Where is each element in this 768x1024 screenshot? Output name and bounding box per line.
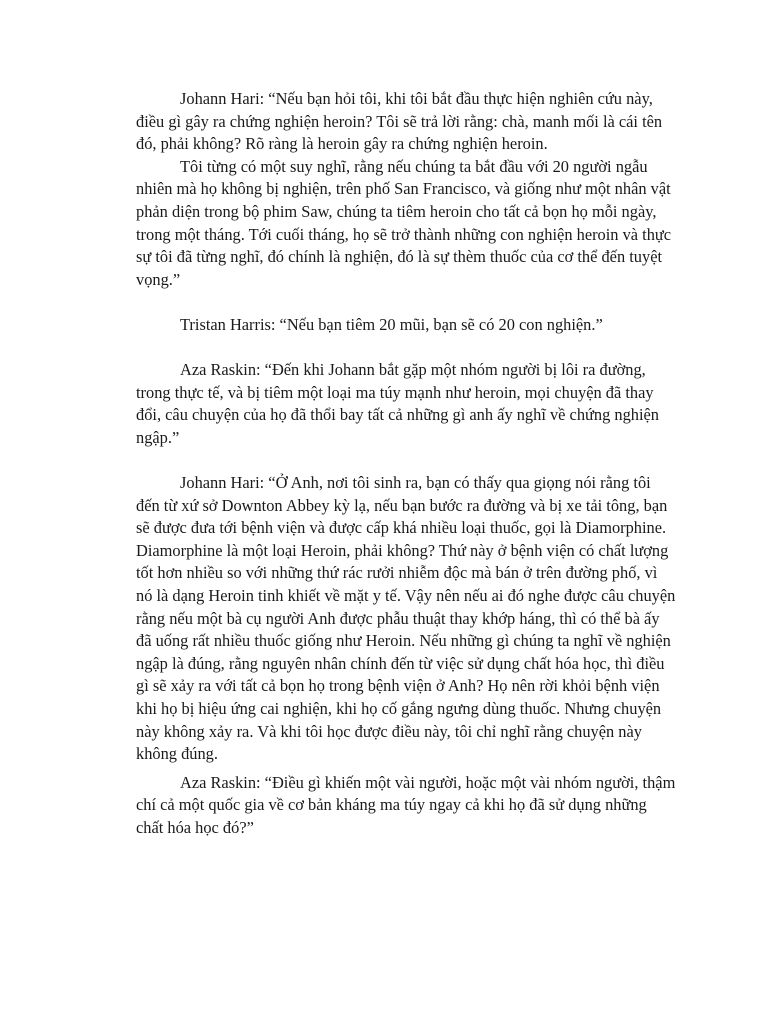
paragraph-johann-hari-3: Johann Hari: “Ở Anh, nơi tôi sinh ra, bạn có thấy qua giọng nói rằng tôi đến từ xứ sở Downton Abbey kỳ lạ, nếu bạn bước ra đường và bị xe tải tông, bạn sẽ được đưa tới bệnh viện và được cấp khá nhiều loại thuốc, gọi là Diamorphine. Diamorphine là một loại Heroin, phải không? Thứ này ở bệnh viện có chất lượng tốt hơn nhiều so với những thứ rác rưởi nhiễm độc mà bán ở trên đường phố, vì nó là dạng Heroin tinh khiết về mặt y tế. Vậy nên nếu ai đó nghe được câu chuyện rằng nếu một bà cụ người Anh được phẫu thuật thay khớp háng, thì có thể bà ấy đã uống rất nhiều thuốc giống như Heroin. Nếu những gì chúng ta nghĩ về nghiện ngập là đúng, rằng nguyên nhân chính đến từ việc sử dụng chất hóa học, thì điều gì sẽ xảy ra với tất cả bọn họ trong bệnh viện ở Anh? Họ nên rời khỏi bệnh viện khi họ bị hiệu ứng cai nghiện, khi họ cố gắng ngưng dùng thuốc. Nhưng chuyện này không xảy ra. Và khi tôi học được điều này, tôi chỉ nghĩ rằng chuyện này không đúng. bbox=[136, 473, 676, 764]
paragraph-johann-hari-1: Johann Hari: “Nếu bạn hỏi tôi, khi tôi bắt đầu thực hiện nghiên cứu này, điều gì gây ra chứng nghiện heroin? Tôi sẽ trả lời rằng: chà, manh mối là cái tên đó, phải không? Rõ ràng là heroin gây ra chứng nghiện heroin. bbox=[136, 89, 663, 154]
paragraph-johann-hari-2: Tôi từng có một suy nghĩ, rằng nếu chúng ta bắt đầu với 20 người ngẫu nhiên mà họ không bị nghiện, trên phố San Francisco, và giống như một nhân vật phản diện trong bộ phim Saw, chúng ta tiêm heroin cho tất cả bọn họ mỗi ngày, trong một tháng. Tới cuối tháng, họ sẽ trở thành những con nghiện heroin và thực sự tôi đã từng nghĩ, đó chính là nghiện, đó là sự thèm thuốc của cơ thể đến tuyệt vọng.” bbox=[136, 156, 672, 289]
paragraph-gap bbox=[136, 450, 676, 473]
paragraph-aza-raskin-2: Aza Raskin: “Điều gì khiến một vài người, hoặc một vài nhóm người, thậm chí cả một quốc gia về cơ bản kháng ma túy ngay cả khi họ đã sử dụng những chất hóa học đó?” bbox=[136, 772, 676, 837]
paragraph-tristan-harris: Tristan Harris: “Nếu bạn tiêm 20 mũi, bạn sẽ có 20 con nghiện.” bbox=[180, 314, 603, 334]
paragraph-aza-raskin-1: Aza Raskin: “Đến khi Johann bắt gặp một nhóm người bị lôi ra đường, trong thực tế, và bị tiêm một loại ma túy mạnh như heroin, mọi chuyện đã thay đổi, câu chuyện của họ đã thổi bay tất cả những gì anh ấy nghĩ về chứng nghiện ngập.” bbox=[136, 360, 659, 447]
paragraph-gap bbox=[136, 337, 676, 360]
paragraph-gap bbox=[136, 291, 676, 314]
document-page bbox=[136, 88, 676, 840]
